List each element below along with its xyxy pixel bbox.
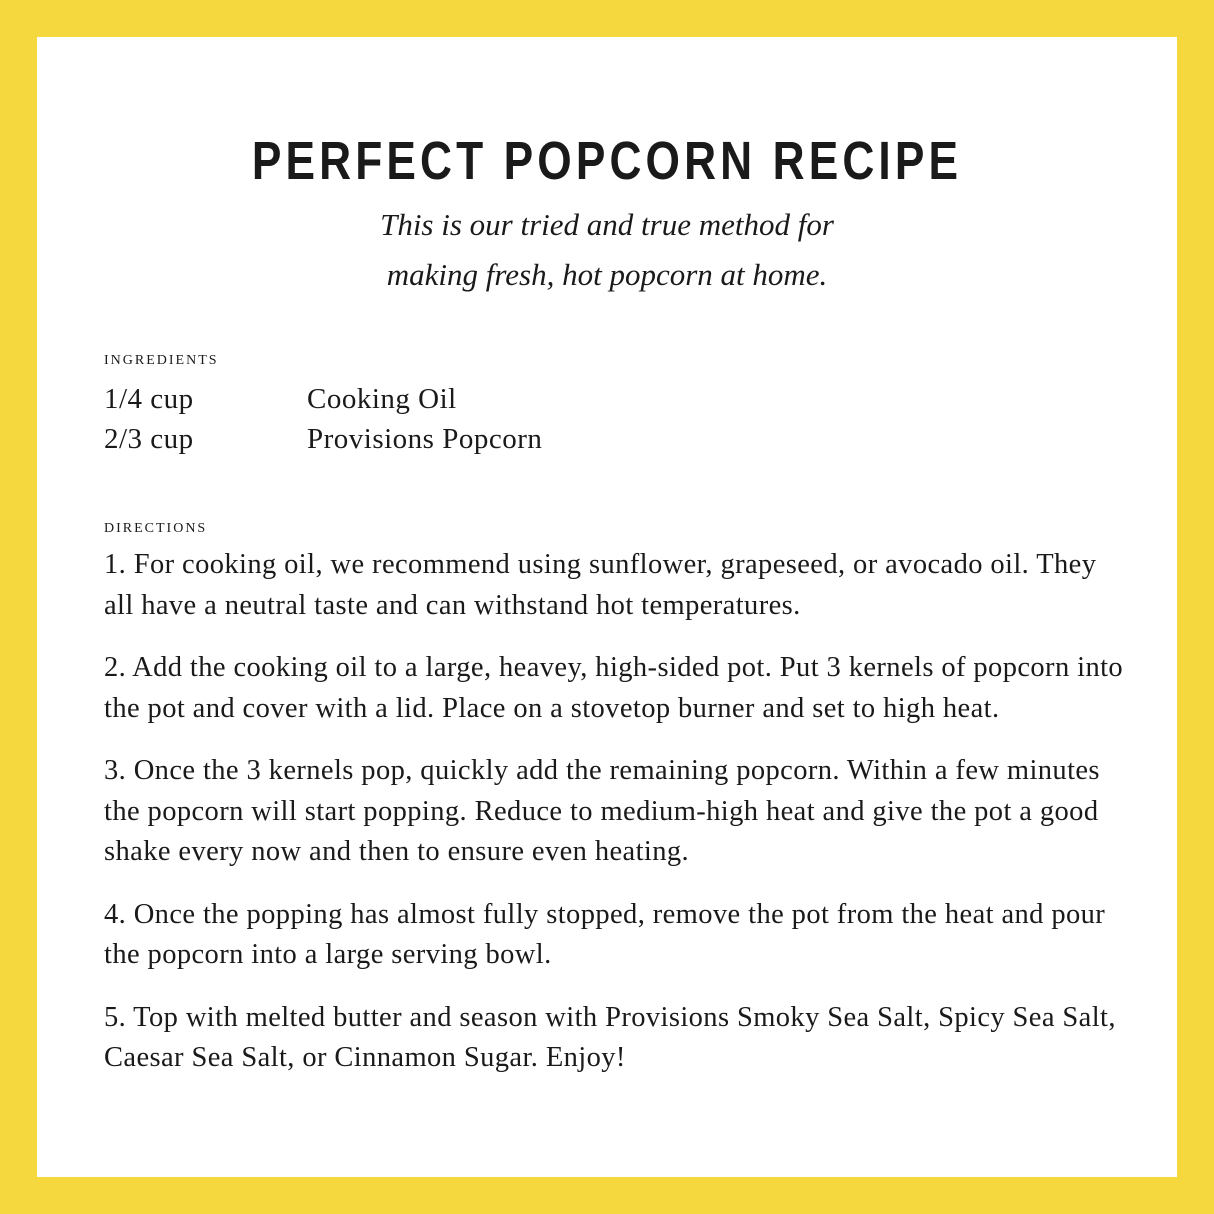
- subtitle-line-1: This is our tried and true method for: [380, 207, 834, 242]
- ingredient-row: [104, 419, 542, 459]
- direction-step: 3. Once the 3 kernels pop, quickly add the remaining popcorn. Within a few minutes the popcorn will start popping. Reduce to medium-high heat and give the pot a good shake every now and then to ensure even heating.: [104, 755, 1100, 867]
- subtitle: [37, 200, 1177, 300]
- ingredient-quantity: 1/4 cup: [104, 383, 194, 415]
- ingredient-quantity: 2/3 cup: [104, 423, 194, 455]
- direction-step: 2. Add the cooking oil to a large, heavey, high-sided pot. Put 3 kernels of popcorn into the pot and cover with a lid. Place on a stovetop burner and set to high heat.: [104, 652, 1124, 724]
- direction-step: 1. For cooking oil, we recommend using sunflower, grapeseed, or avocado oil. They all have a neutral taste and can withstand hot temperatures.: [104, 549, 1097, 621]
- directions-list: [104, 545, 1124, 1101]
- ingredient-row: [104, 379, 542, 419]
- ingredient-name: Provisions Popcorn: [307, 423, 543, 455]
- page-title: PERFECT POPCORN RECIPE: [251, 131, 963, 191]
- ingredients-list: [104, 379, 542, 459]
- directions-heading: directions: [104, 515, 208, 537]
- recipe-card: [37, 37, 1177, 1177]
- subtitle-line-2: making fresh, hot popcorn at home.: [386, 257, 828, 292]
- direction-step: 4. Once the popping has almost fully stopped, remove the pot from the heat and pour the popcorn into a large serving bowl.: [104, 898, 1106, 970]
- ingredient-name: Cooking Oil: [307, 383, 457, 415]
- ingredients-heading: ingredients: [104, 347, 219, 369]
- direction-step: 5. Top with melted butter and season with Provisions Smoky Sea Salt, Spicy Sea Salt, Caesar Sea Salt, or Cinnamon Sugar. Enjoy!: [104, 1001, 1116, 1073]
